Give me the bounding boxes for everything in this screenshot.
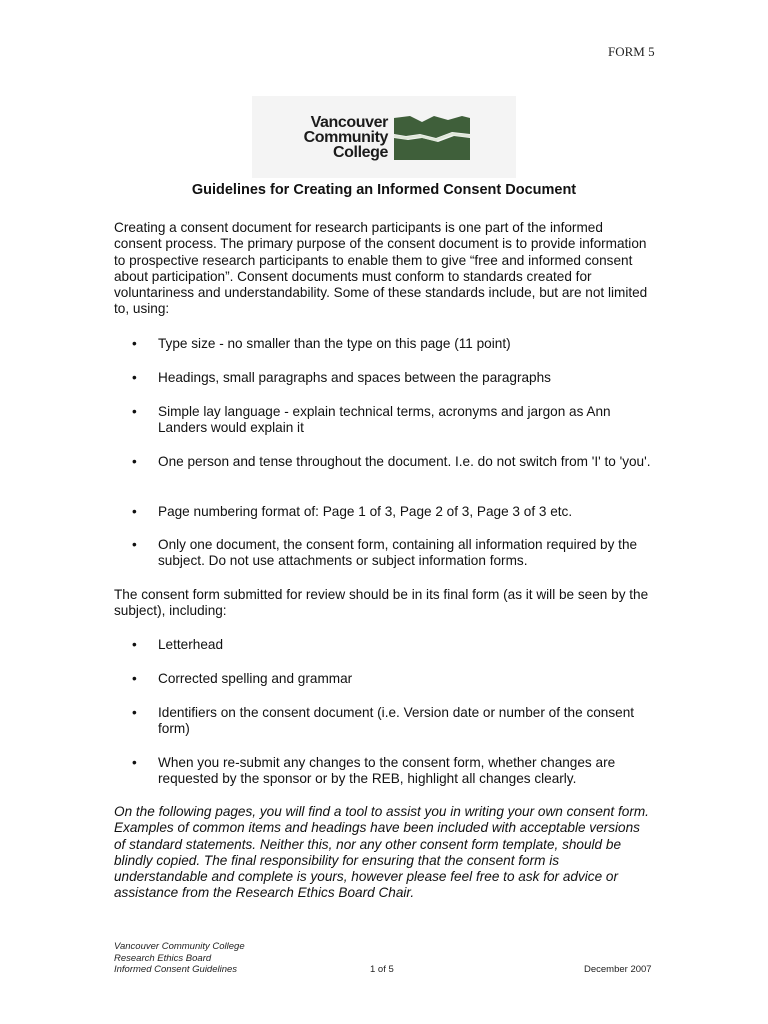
- intro-paragraph: Creating a consent document for research participants is one part of the informed consent process. The primary purpose of the consent document is to provide information to prospective research participants to enable them to give “free and informed consent about participation”. Consent documents must conform to standards created for voluntariness and understandability. Some of these standards include, but are not limited to, using:: [114, 220, 648, 317]
- logo-line-3: College: [333, 144, 388, 161]
- mountain-logo-icon: [392, 114, 472, 162]
- college-logo: [252, 96, 516, 178]
- footer-line-1: Vancouver Community College: [114, 941, 245, 952]
- footer-line-2: Research Ethics Board: [114, 952, 212, 964]
- logo-line-2: Community: [303, 129, 388, 146]
- review-intro-paragraph: The consent form submitted for review should be in its final form (as it will be seen by the subject), including:: [114, 587, 649, 619]
- logo-wordmark: [290, 115, 388, 160]
- page-title: Guidelines for Creating an Informed Consent Document: [191, 182, 577, 198]
- logo-line-1: Vancouver: [310, 114, 388, 131]
- footer-date: December 2007: [584, 964, 652, 975]
- page-number: 1 of 5: [370, 964, 394, 975]
- footer-org: [114, 941, 245, 976]
- footer-line-3: Informed Consent Guidelines: [114, 964, 238, 975]
- closing-paragraph: On the following pages, you will find a tool to assist you in writing your own consent form. Examples of common items and headings have been included with acceptable versions of standard statements. Neither this, nor any other consent form template, should be blindly copied. The final responsibility for ensuring that the consent form is understandable and complete is yours, however please feel free to ask for advice or assistance from the Research Ethics Board Chair.: [114, 804, 649, 901]
- form-number-label: FORM 5: [608, 44, 655, 59]
